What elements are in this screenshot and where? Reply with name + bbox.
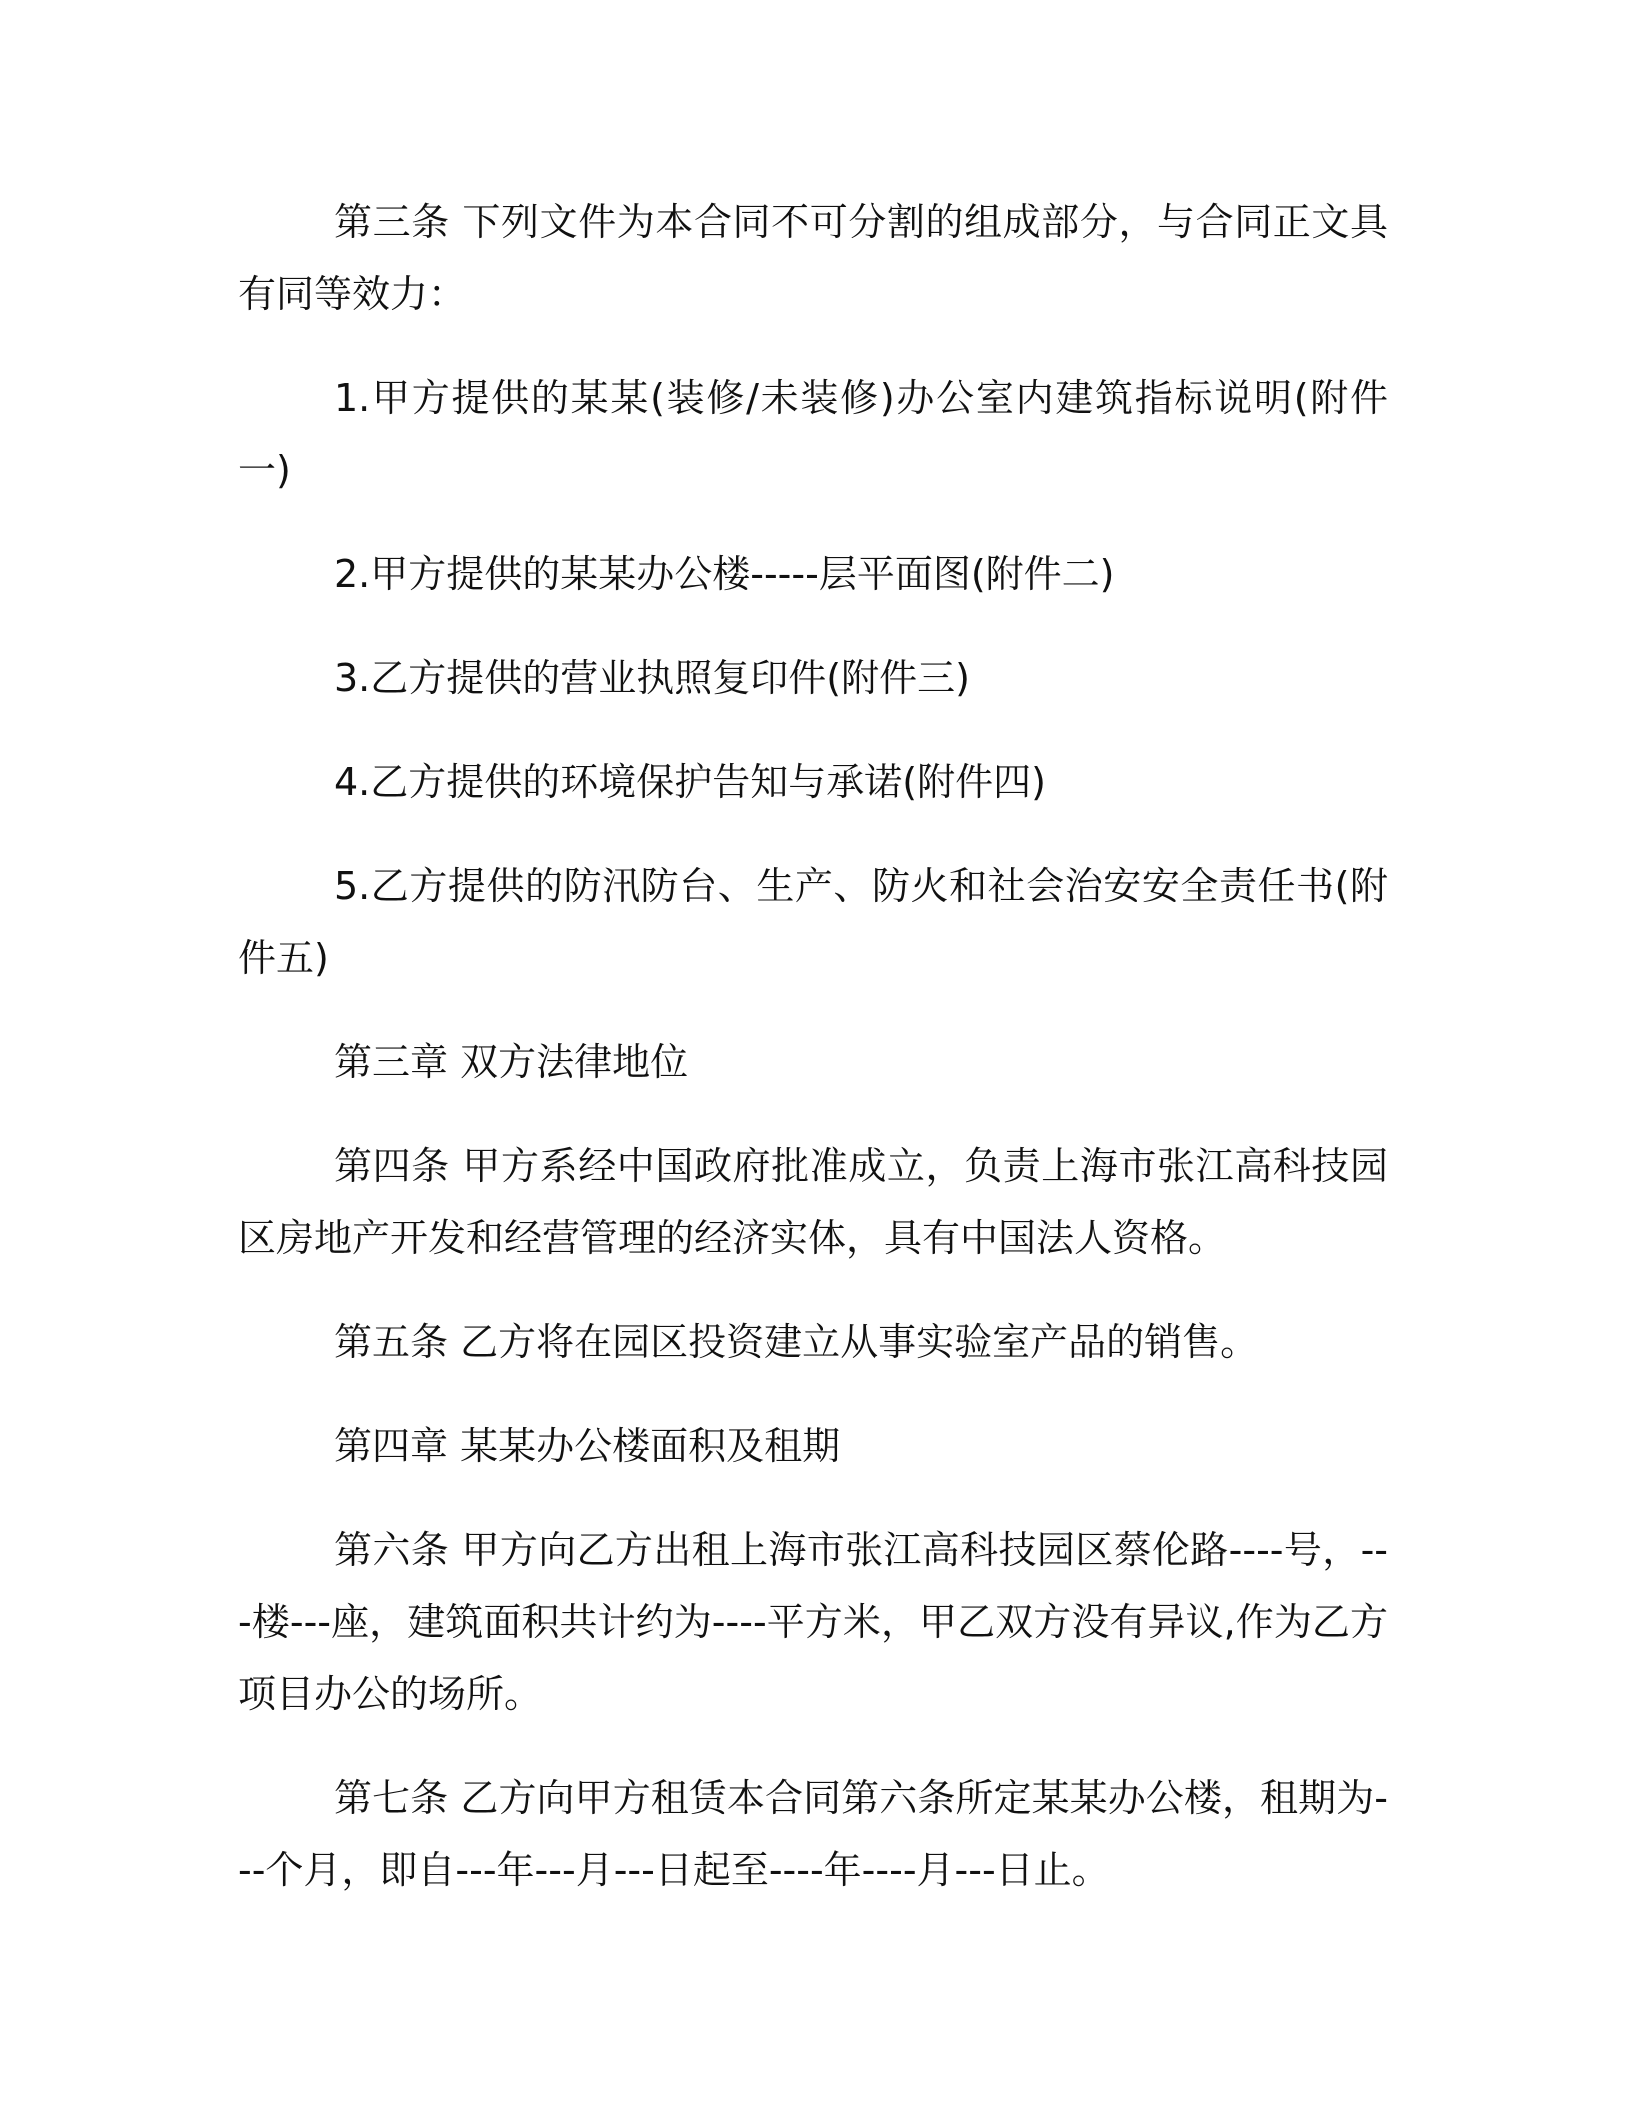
attachment-item-2: 2.甲方提供的某某办公楼-----层平面图(附件二) — [334, 552, 1115, 596]
attachment-item-1: 1.甲方提供的某某(装修/未装修)办公室内建筑指标说明(附件一) — [238, 376, 1388, 492]
clause-5: 第五条 乙方将在园区投资建立从事实验室产品的销售。 — [334, 1320, 1259, 1364]
chapter-3-heading: 第三章 双方法律地位 — [334, 1040, 689, 1084]
clause-6: 第六条 甲方向乙方出租上海市张江高科技园区蔡伦路----号，---楼---座，建筑面积共计约为----平方米，甲乙双方没有异议,作为乙方项目办公的场所。 — [238, 1528, 1388, 1716]
attachment-item-3: 3.乙方提供的营业执照复印件(附件三) — [334, 656, 970, 700]
chapter-4-heading: 第四章 某某办公楼面积及租期 — [334, 1424, 841, 1468]
clause-7: 第七条 乙方向甲方租赁本合同第六条所定某某办公楼，租期为---个月，即自---年---月---日起至----年----月---日止。 — [238, 1776, 1388, 1892]
attachment-item-4: 4.乙方提供的环境保护告知与承诺(附件四) — [334, 760, 1046, 804]
document-body — [238, 186, 1388, 1938]
clause-4: 第四条 甲方系经中国政府批准成立，负责上海市张江高科技园区房地产开发和经营管理的经济实体，具有中国法人资格。 — [238, 1144, 1388, 1260]
attachment-item-5: 5.乙方提供的防汛防台、生产、防火和社会治安安全责任书(附件五) — [238, 864, 1388, 980]
clause-3: 第三条 下列文件为本合同不可分割的组成部分，与合同正文具有同等效力： — [238, 200, 1388, 316]
